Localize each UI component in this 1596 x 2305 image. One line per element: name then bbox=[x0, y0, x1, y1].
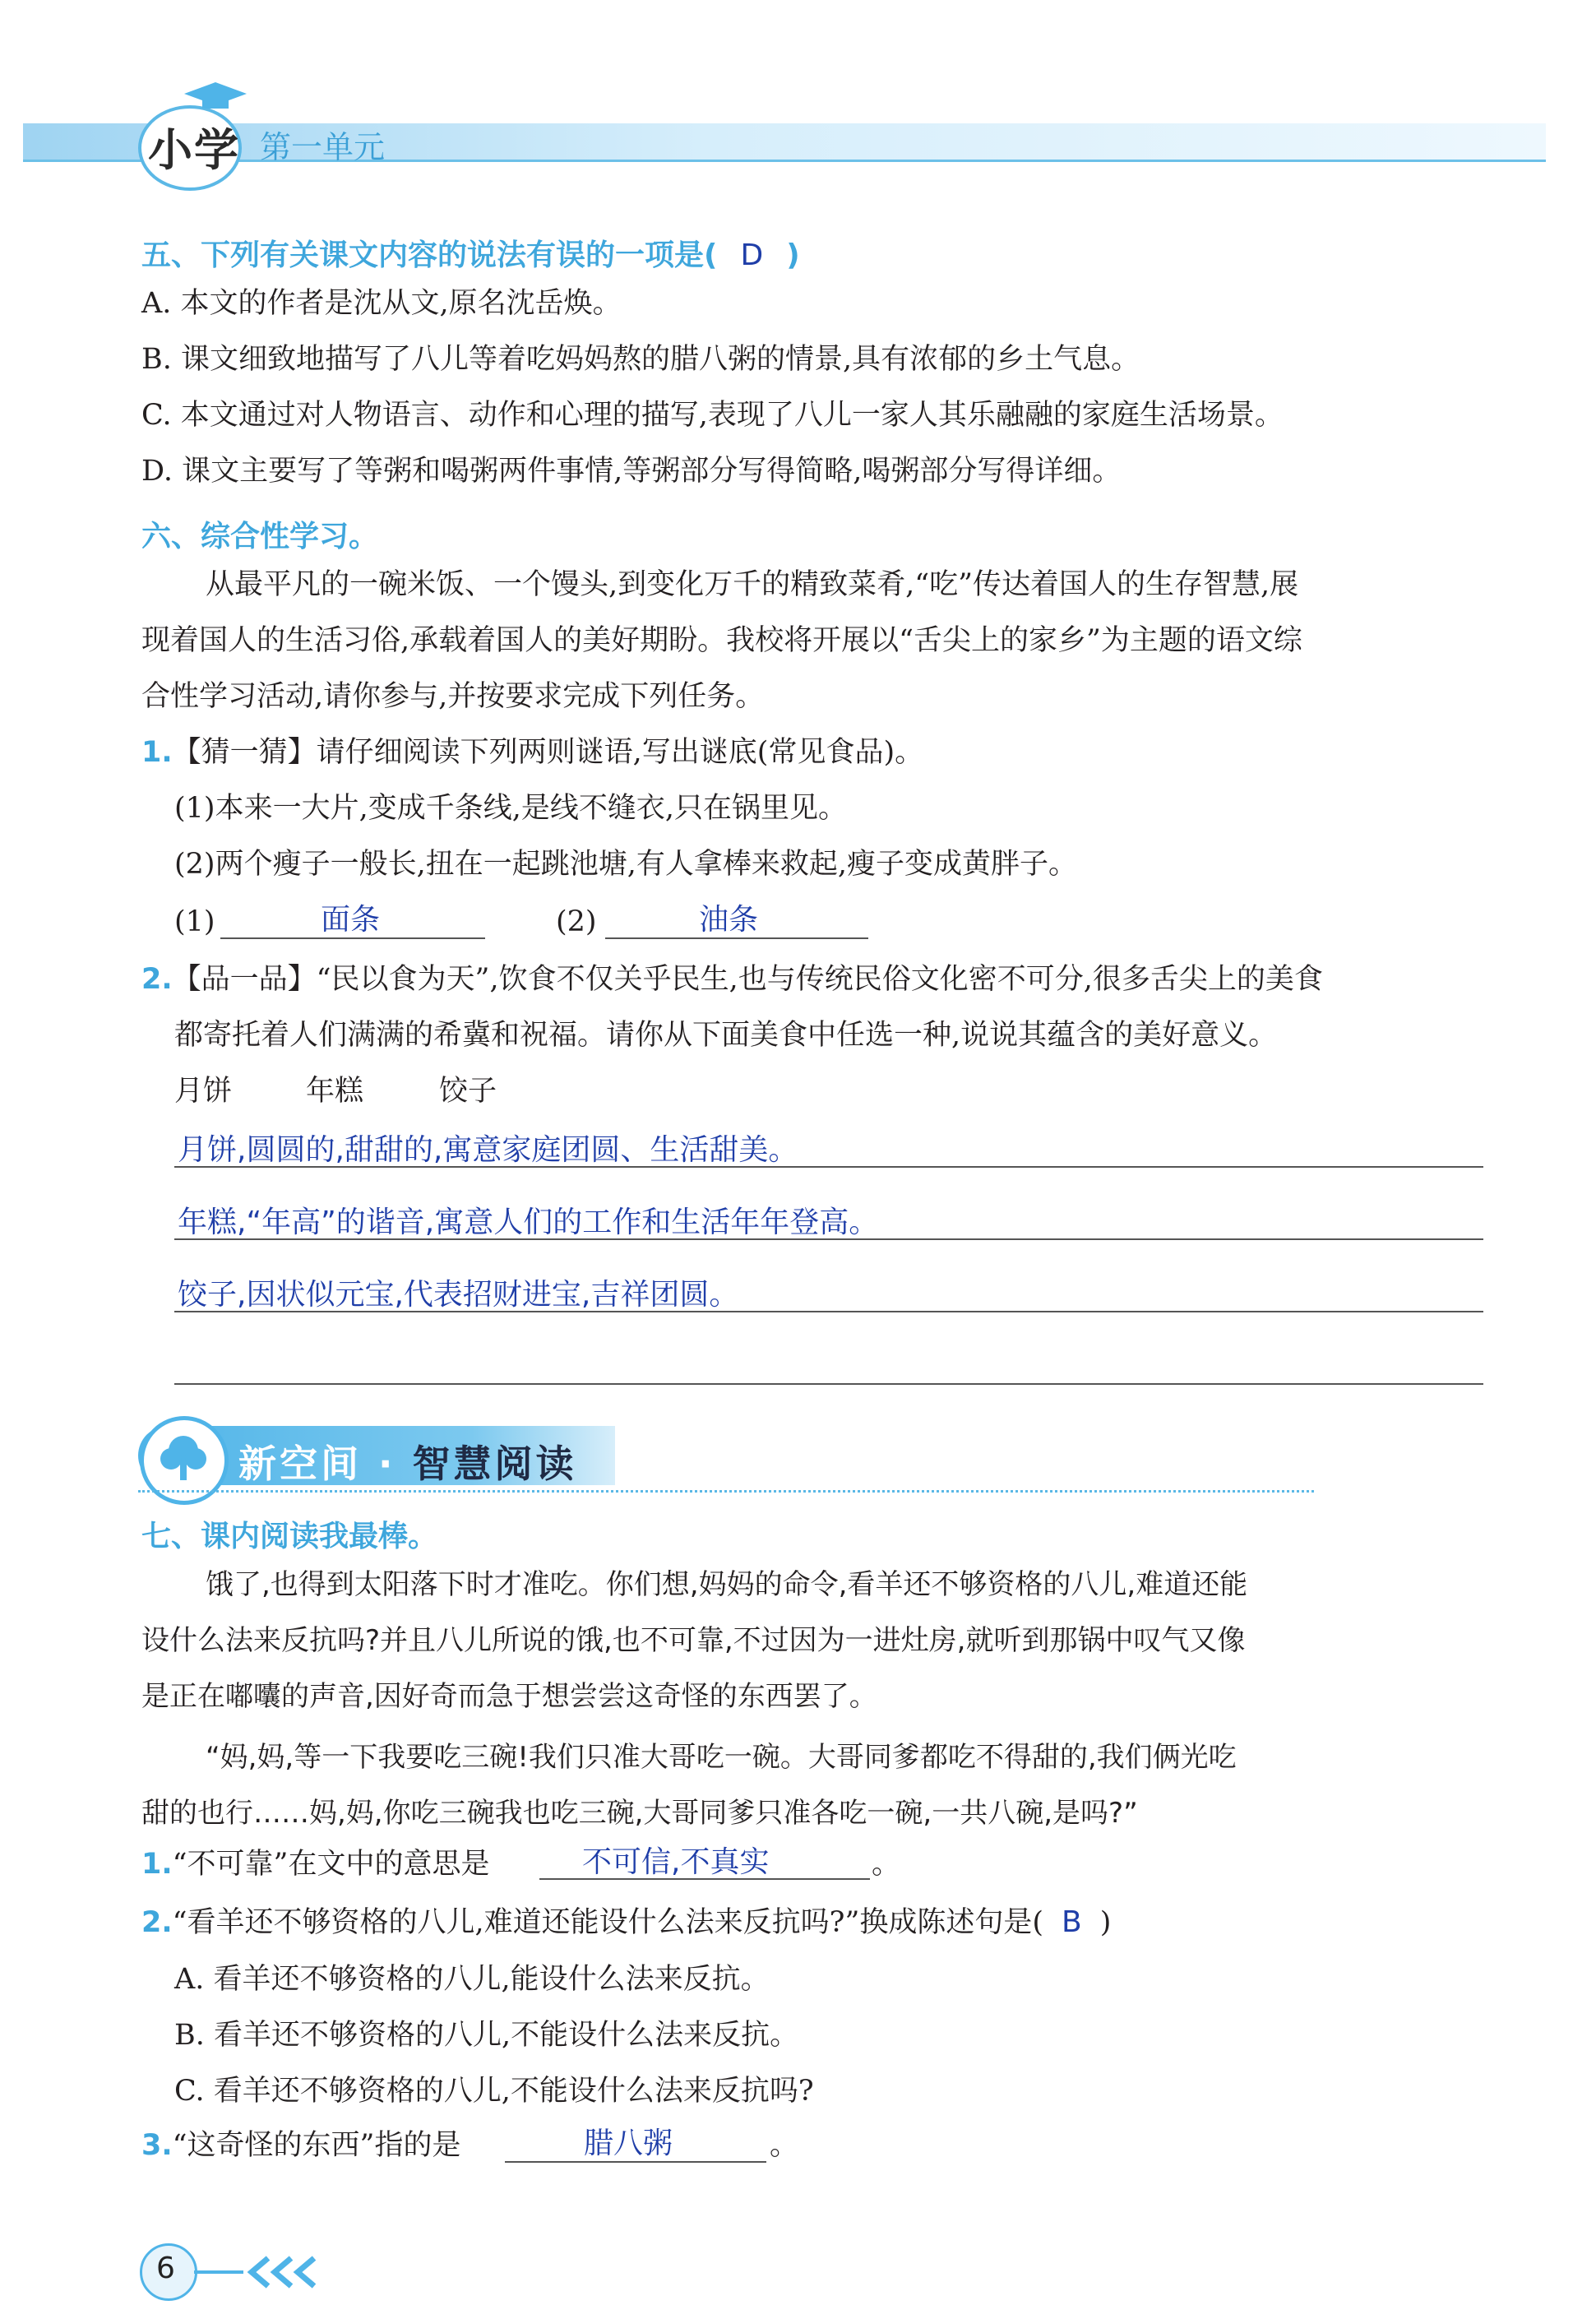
food-mooncake: 月饼 bbox=[174, 1075, 233, 1108]
q6-task2-answer-3: 饺子,因状似元宝,代表招财进宝,吉祥团圆。 bbox=[178, 1278, 739, 1312]
graduation-cap-icon bbox=[183, 79, 248, 120]
riddle-answer-2: 油条 bbox=[699, 903, 759, 937]
q6-task2-line-2: 都寄托着人们满满的希冀和祝福。请你从下面美食中任选一种,说说其蕴含的美好意义。 bbox=[174, 1019, 1278, 1052]
q6-intro-line-3: 合性学习活动,请你参与,并按要求完成下列任务。 bbox=[141, 680, 765, 713]
q6-task2-answer-1: 月饼,圆圆的,甜甜的,寓意家庭团圆、生活甜美。 bbox=[178, 1133, 798, 1167]
q5-option-d: D. 课文主要写了等粥和喝粥两件事情,等粥部分写得简略,喝粥部分写得详细。 bbox=[141, 455, 1122, 488]
answer-line-1 bbox=[174, 1166, 1483, 1168]
riddle-2: (2)两个瘦子一般长,扭在一起跳池塘,有人拿棒来救起,瘦子变成黄胖子。 bbox=[174, 848, 1077, 881]
q5-option-c: C. 本文通过对人物语言、动作和心理的描写,表现了八儿一家人其乐融融的家庭生活场景。 bbox=[141, 399, 1284, 432]
q6-task2-line-1 bbox=[141, 965, 1323, 994]
q6-task2-text-1: 【品一品】“民以食为天”,饮食不仅关乎民生,也与传统民俗文化密不可分,很多舌尖上的美食 bbox=[172, 963, 1323, 996]
header-bar bbox=[23, 123, 1546, 162]
header-unit: 第一单元 bbox=[260, 129, 386, 165]
q7-s1-end: 。 bbox=[872, 1848, 901, 1881]
passage-line-4: “妈,妈,等一下我要吃三碗!我们只准大哥吃一碗。大哥同爹都吃不得甜的,我们俩光吃 bbox=[206, 1741, 1237, 1774]
page-number: 6 bbox=[156, 2252, 175, 2285]
q6-title: 六、综合性学习。 bbox=[141, 520, 379, 553]
q5-option-a: A. 本文的作者是沈从文,原名沈岳焕。 bbox=[141, 287, 622, 320]
q5-answer: D bbox=[740, 238, 764, 272]
riddle-answer-1-label: (1) bbox=[174, 905, 215, 938]
tree-icon bbox=[155, 1431, 212, 1483]
q5-option-b: B. 课文细致地描写了八儿等着吃妈妈熬的腊八粥的情景,具有浓郁的乡土气息。 bbox=[141, 343, 1140, 376]
answer-line-3 bbox=[174, 1311, 1483, 1312]
answer-line-4 bbox=[174, 1383, 1483, 1385]
q5-title: 五、下列有关课文内容的说法有误的一项是( D ) bbox=[141, 238, 800, 272]
q7-s2: 2.“看羊还不够资格的八儿,难道还能设什么法来反抗吗?”换成陈述句是( B ) bbox=[141, 1905, 1112, 1939]
q7-s3-end: 。 bbox=[770, 2129, 799, 2162]
riddle-answer-2-label: (2) bbox=[556, 905, 597, 938]
q6-task2-num: 2. bbox=[141, 963, 173, 996]
food-niangao: 年糕 bbox=[306, 1075, 364, 1108]
banner-dotted-line bbox=[138, 1490, 1314, 1493]
q7-s2-option-b: B. 看羊还不够资格的八儿,不能设什么法来反抗。 bbox=[174, 2019, 799, 2052]
q6-task1-text: 【猜一猜】请仔细阅读下列两则谜语,写出谜底(常见食品)。 bbox=[172, 736, 924, 769]
banner-title: 新空间 · 智慧阅读 bbox=[238, 1442, 577, 1486]
q6-task1 bbox=[141, 738, 923, 767]
q7-s3: 3.“这奇怪的东西”指的是 bbox=[141, 2129, 461, 2162]
q6-intro-line-2: 现着国人的生活习俗,承载着国人的美好期盼。我校将开展以“舌尖上的家乡”为主题的语文综 bbox=[141, 624, 1302, 657]
q7-s1: 1.“不可靠”在文中的意思是 bbox=[141, 1848, 490, 1881]
passage-line-3: 是正在嘟囔的声音,因好奇而急于想尝尝这奇怪的东西罢了。 bbox=[141, 1680, 877, 1713]
arrow-decoration-icon bbox=[194, 2253, 334, 2291]
q7-s1-answer: 不可信,不真实 bbox=[582, 1845, 770, 1879]
q7-title: 七、课内阅读我最棒。 bbox=[141, 1520, 438, 1553]
passage-line-1: 饿了,也得到太阳落下时才准吃。你们想,妈妈的命令,看羊还不够资格的八儿,难道还能 bbox=[206, 1568, 1248, 1601]
q7-s3-answer: 腊八粥 bbox=[584, 2127, 673, 2160]
q7-s2-option-a: A. 看羊还不够资格的八儿,能设什么法来反抗。 bbox=[174, 1963, 770, 1996]
q7-s2-answer: B bbox=[1062, 1905, 1082, 1939]
q6-task2-answer-2: 年糕,“年高”的谐音,寓意人们的工作和生活年年登高。 bbox=[178, 1206, 879, 1239]
riddle-1: (1)本来一大片,变成千条线,是线不缝衣,只在锅里见。 bbox=[174, 792, 847, 825]
header-brand: 小学 bbox=[148, 124, 240, 176]
riddle-answer-1: 面条 bbox=[321, 903, 381, 937]
passage-line-2: 设什么法来反抗吗?并且八儿所说的饿,也不可靠,不过因为一进灶房,就听到那锅中叹气又像 bbox=[141, 1624, 1246, 1657]
answer-line-2 bbox=[174, 1238, 1483, 1240]
q7-s2-option-c: C. 看羊还不够资格的八儿,不能设什么法来反抗吗? bbox=[174, 2075, 814, 2108]
food-dumpling: 饺子 bbox=[439, 1075, 497, 1108]
passage-line-5: 甜的也行……妈,妈,你吃三碗我也吃三碗,大哥同爹只准各吃一碗,一共八碗,是吗?” bbox=[141, 1797, 1138, 1830]
q6-task1-num: 1. bbox=[141, 736, 173, 769]
q6-intro-line-1: 从最平凡的一碗米饭、一个馒头,到变化万千的精致菜肴,“吃”传达着国人的生存智慧,展 bbox=[206, 568, 1299, 601]
